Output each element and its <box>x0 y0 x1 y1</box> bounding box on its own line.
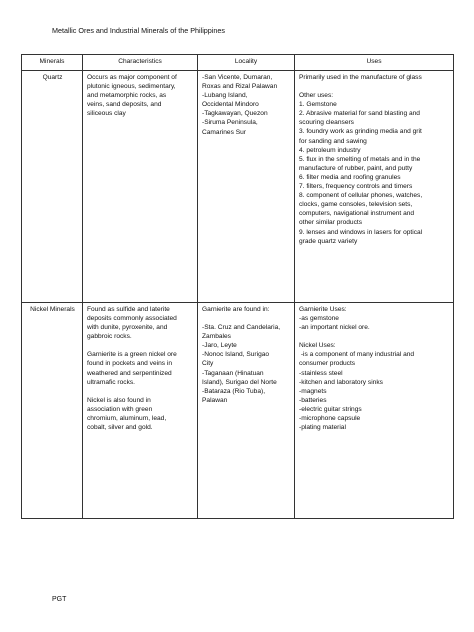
uses-line <box>299 332 450 341</box>
locality-cell <box>198 303 295 519</box>
page-title: Metallic Ores and Industrial Minerals of the Philippines <box>52 26 225 35</box>
uses-line: -as gemstone <box>299 315 339 323</box>
locality-line <box>202 314 291 323</box>
uses-line: for sanding and sawing <box>299 137 367 145</box>
uses-line: 2. Abrasive material for sand blasting and <box>299 110 420 118</box>
table-row <box>22 303 454 519</box>
uses-line: 9. lenses and windows in lasers for optical <box>299 228 423 236</box>
locality-line: Roxas and Rizal Palawan <box>202 83 278 91</box>
uses-line: 7. filters, frequency controls and timers <box>299 183 413 191</box>
table-row <box>22 71 454 303</box>
uses-line: 4. petroleum industry <box>299 146 361 154</box>
uses-line: -batteries <box>299 396 327 404</box>
characteristics-line: plutonic igneous, sedimentary, <box>87 83 176 91</box>
characteristics-line: veins, sand deposits, and <box>87 101 162 109</box>
uses-line: -plating material <box>299 424 346 432</box>
uses-line: -stainless steel <box>299 369 343 377</box>
uses-line: Other uses: <box>299 92 334 100</box>
uses-line: computers, navigational instrument and <box>299 210 415 218</box>
characteristics-line: weathered and serpentinized <box>87 369 172 377</box>
locality-line: -Lubang Island, <box>202 92 248 100</box>
uses-line: Garnierite Uses: <box>299 306 347 313</box>
locality-line: Zambales <box>202 333 231 341</box>
uses-line: other similar products <box>299 219 363 227</box>
header-locality: Locality <box>198 55 295 71</box>
locality-line: -Bataraza (Rio Tuba), <box>202 387 266 395</box>
mineral-name: Nickel Minerals <box>30 306 75 313</box>
mineral-name: Quartz <box>42 74 63 81</box>
header-uses: Uses <box>295 55 454 71</box>
header-characteristics: Characteristics <box>83 55 198 71</box>
uses-line: -microphone capsule <box>299 415 361 423</box>
characteristics-line: ultramafic rocks. <box>87 378 135 386</box>
characteristics-line <box>87 341 194 350</box>
characteristics-line: association with green <box>87 405 153 413</box>
uses-line <box>299 82 450 91</box>
uses-line: manufacture of rubber, paint, and putty <box>299 164 413 172</box>
characteristics-line: cobalt, silver and gold. <box>87 424 153 432</box>
locality-line: Garnierite are found in: <box>202 306 270 313</box>
uses-line: 6. filter media and roofing granules <box>299 173 401 181</box>
uses-line: Nickel Uses: <box>299 342 336 350</box>
locality-line: Palawan <box>202 396 228 404</box>
locality-line: -Taganaan (Hinatuan <box>202 369 264 377</box>
locality-cell <box>198 71 295 303</box>
uses-cell <box>295 71 454 303</box>
uses-line: clocks, game consoles, television sets, <box>299 201 413 209</box>
characteristics-line: and metamorphic rocks, as <box>87 92 167 100</box>
locality-line: -Siruma Peninsula, <box>202 119 258 127</box>
characteristics-line: gabbroic rocks. <box>87 333 132 341</box>
uses-line: Primarily used in the manufacture of glass <box>299 74 422 81</box>
characteristics-line: Found as sulfide and laterite <box>87 306 170 313</box>
uses-line: 8. component of cellular phones, watches, <box>299 192 423 200</box>
characteristics-line <box>87 387 194 396</box>
characteristics-line: Garnierite is a green nickel ore <box>87 351 177 359</box>
mineral-name-cell <box>22 303 83 519</box>
characteristics-cell <box>83 303 198 519</box>
locality-line: -Sta. Cruz and Candelaria, <box>202 324 281 332</box>
uses-line: 1. Gemstone <box>299 101 337 109</box>
locality-line: Camarines Sur <box>202 128 246 136</box>
uses-line: -magnets <box>299 387 327 395</box>
characteristics-line: found in pockets and veins in <box>87 360 173 368</box>
locality-line: -Tagkawayan, Quezon <box>202 110 268 118</box>
uses-line: scouring cleansers <box>299 119 354 127</box>
header-minerals: Minerals <box>22 55 83 71</box>
minerals-table <box>21 54 454 519</box>
uses-line: -is a component of many industrial and <box>299 351 415 359</box>
locality-line: -Nonoc Island, Surigao <box>202 351 270 359</box>
uses-line: 5. flux in the smelting of metals and in the <box>299 155 421 163</box>
table-header-row <box>22 55 454 71</box>
characteristics-line: chromium, aluminum, lead, <box>87 414 167 422</box>
characteristics-line: with dunite, pyroxenite, and <box>87 324 168 332</box>
uses-line: -an important nickel ore. <box>299 324 370 332</box>
locality-line: City <box>202 360 214 368</box>
mineral-name-cell <box>22 71 83 303</box>
characteristics-cell <box>83 71 198 303</box>
characteristics-line: Nickel is also found in <box>87 396 151 404</box>
characteristics-line: siliceous clay <box>87 110 126 118</box>
locality-line: -Jaro, Leyte <box>202 342 237 350</box>
uses-line: -kitchen and laboratory sinks <box>299 378 383 386</box>
uses-line: consumer products <box>299 360 356 368</box>
locality-line: Island), Surigao del Norte <box>202 378 277 386</box>
footer-initials: PGT <box>52 596 67 603</box>
characteristics-line: deposits commonly associated <box>87 315 177 323</box>
locality-line: -San Vicente, Dumaran, <box>202 74 273 81</box>
uses-line: -electric guitar strings <box>299 405 362 413</box>
uses-cell <box>295 303 454 519</box>
characteristics-line: Occurs as major component of <box>87 74 177 81</box>
locality-line: Occidental Mindoro <box>202 101 259 109</box>
uses-line: 3. foundry work as grinding media and grit <box>299 128 422 136</box>
uses-line: grade quartz variety <box>299 237 358 245</box>
